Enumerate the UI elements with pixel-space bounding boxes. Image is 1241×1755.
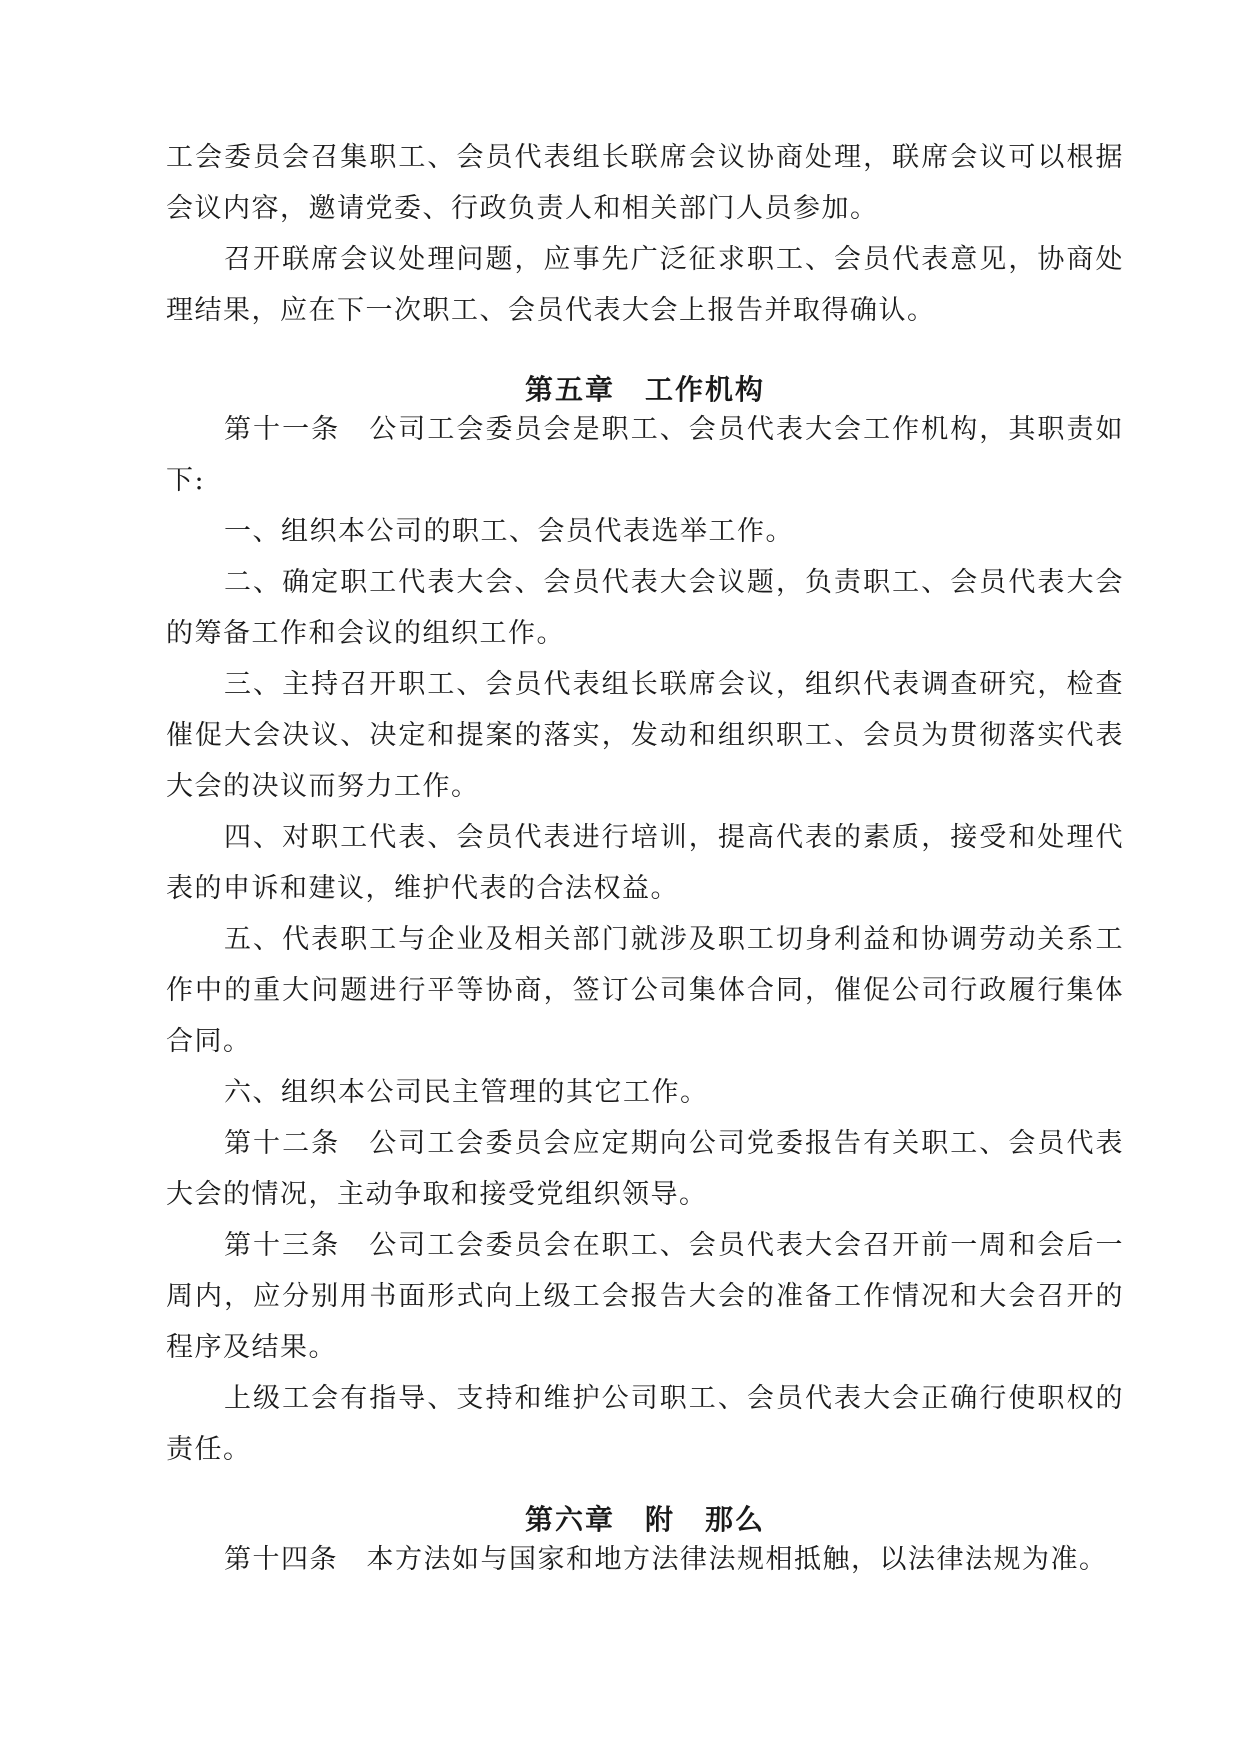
paragraph: 工会委员会召集职工、会员代表组长联席会议协商处理，联席会议可以根据会议内容，邀请党委、行政负责人和相关部门人员参加。 <box>166 142 1124 224</box>
duty-item-6: 六、组织本公司民主管理的其它工作。 <box>224 1077 709 1108</box>
article-13: 第十三条 公司工会委员会在职工、会员代表大会召开前一周和会后一周内，应分别用书面形式向上级工会报告大会的准备工作情况和大会召开的程序及结果。 <box>166 1230 1124 1363</box>
article-14: 第十四条 本方法如与国家和地方法律法规相抵触，以法律法规为准。 <box>224 1544 1108 1575</box>
article-12: 第十二条 公司工会委员会应定期向公司党委报告有关职工、会员代表大会的情况，主动争取和接受党组织领导。 <box>166 1128 1124 1210</box>
intro-section <box>166 132 1124 336</box>
chapter-6-title: 第六章 附 那么 <box>524 1503 765 1536</box>
duty-item-5: 五、代表职工与企业及相关部门就涉及职工切身利益和协调劳动关系工作中的重大问题进行平等协商，签订公司集体合同，催促公司行政履行集体合同。 <box>166 924 1124 1057</box>
article-11: 第十一条 公司工会委员会是职工、会员代表大会工作机构，其职责如下: <box>166 414 1124 496</box>
duty-item-4: 四、对职工代表、会员代表进行培训，提高代表的素质，接受和处理代表的申诉和建议，维护代表的合法权益。 <box>166 822 1124 904</box>
duty-item-1: 一、组织本公司的职工、会员代表选举工作。 <box>224 516 794 547</box>
duty-item-3: 三、主持召开职工、会员代表组长联席会议，组织代表调查研究，检查催促大会决议、决定和提案的落实，发动和组织职工、会员为贯彻落实代表大会的决议而努力工作。 <box>166 669 1124 802</box>
paragraph: 上级工会有指导、支持和维护公司职工、会员代表大会正确行使职权的责任。 <box>166 1383 1124 1465</box>
chapter-5-title: 第五章 工作机构 <box>524 373 765 406</box>
chapter-6-body <box>166 1534 1124 1585</box>
duty-item-2: 二、确定职工代表大会、会员代表大会议题，负责职工、会员代表大会的筹备工作和会议的组织工作。 <box>166 567 1124 649</box>
paragraph: 召开联席会议处理问题，应事先广泛征求职工、会员代表意见，协商处理结果，应在下一次职工、会员代表大会上报告并取得确认。 <box>166 244 1124 326</box>
chapter-5-body <box>166 404 1124 1475</box>
